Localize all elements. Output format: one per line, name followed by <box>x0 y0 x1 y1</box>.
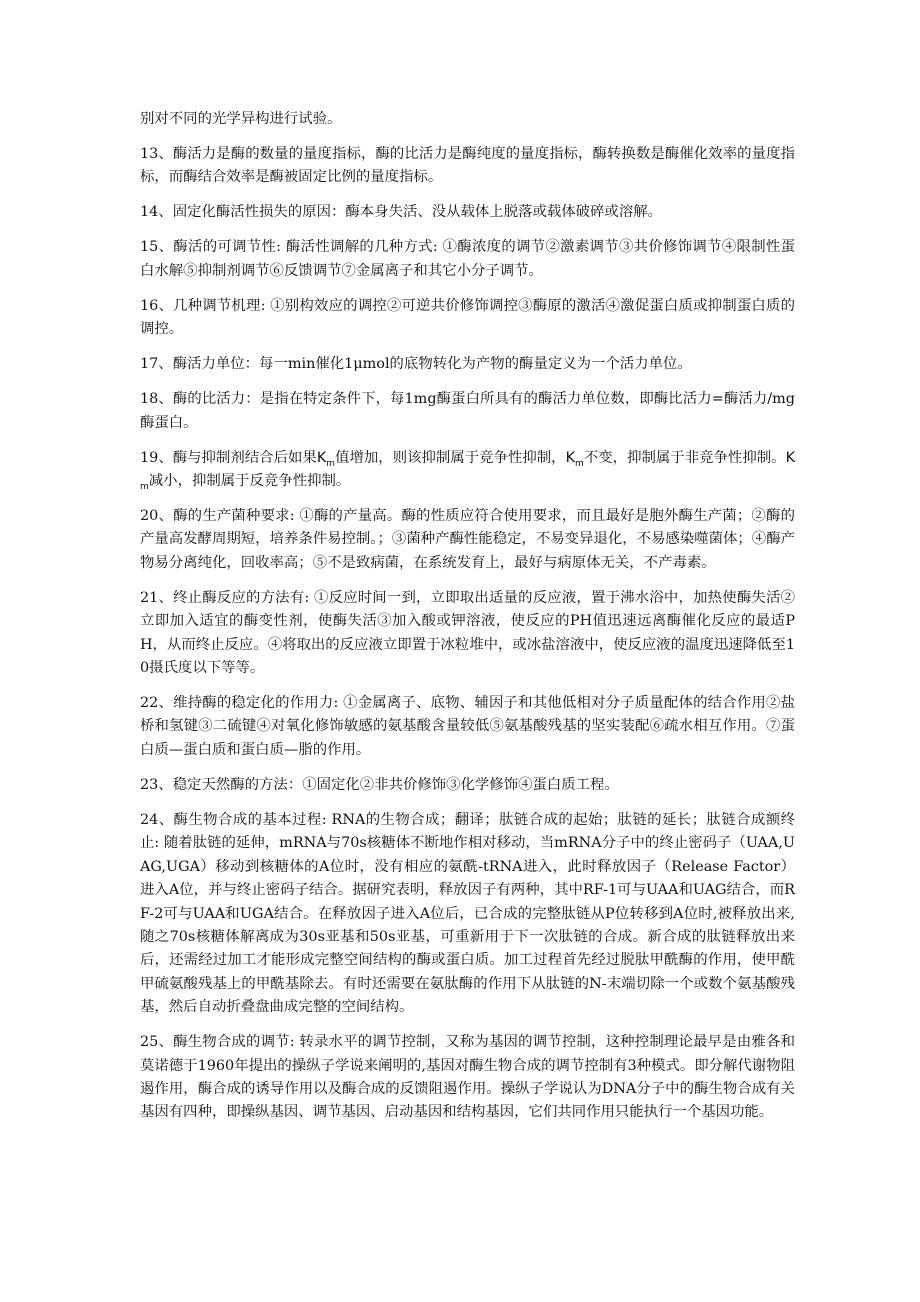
paragraph-19 <box>140 447 795 494</box>
paragraph-25: 25、酶生物合成的调节: 转录水平的调节控制，又称为基因的调节控制，这种控制理论最早是由雅各和莫诺德于1960年提出的操纵子学说来阐明的,基因对酶生物合成的调节控制有3种模式。即分解代谢物阻遏作用，酶合成的诱导作用以及酶合成的反馈阻遏作用。操纵子学说认为DNA分子中的酶生物合成有关基因有四种，即操纵基因、调节基因、启动基因和结构基因，它们共同作用只能执行一个基因功能。 <box>140 1034 795 1121</box>
paragraph-23: 23、稳定天然酶的方法：①固定化②非共价修饰③化学修饰④蛋白质工程。 <box>140 776 619 793</box>
paragraph-21: 21、终止酶反应的方法有: ①反应时间一到，立即取出适量的反应液，置于沸水浴中，加热使酶失活②立即加入适宜的酶变性剂，使酶失活③加入酸或钾溶液，使反应的PH值迅速远离酶催化反应的最适PH，从而终止反应。④将取出的反应液立即置于冰粒堆中，或冰盐溶液中，使反应液的温度迅速降低至10摄氏度以下等等。 <box>140 589 795 677</box>
km-symbol: K <box>316 449 327 466</box>
paragraph-18: 18、酶的比活力：是指在特定条件下，每1mg酶蛋白所具有的酶活力单位数，即酶比活力=酶活力/mg酶蛋白。 <box>140 391 795 431</box>
km-subscript: m <box>140 482 149 493</box>
paragraph-16: 16、几种调节机理: ①别构效应的调控②可逆共价修饰调控③酶原的激活④激促蛋白质或抑制蛋白质的调控。 <box>140 297 795 338</box>
km-symbol: K <box>785 449 795 466</box>
paragraph-22: 22、维持酶的稳定化的作用力: ①金属离子、底物、辅因子和其他低相对分子质量配体的结合作用②盐桥和氢键③二硫键④对氧化修饰敏感的氨基酸含量较低⑤氨基酸残基的坚实装配⑥疏水相互作用。⑦蛋白质—蛋白质和蛋白质—脂的作用。 <box>140 695 795 758</box>
paragraph-17: 17、酶活力单位：每一min催化1μmol的底物转化为产物的酶量定义为一个活力单位。 <box>140 356 692 373</box>
document-page <box>140 108 795 1125</box>
paragraph-20: 20、酶的生产菌种要求: ①酶的产量高。酶的性质应符合使用要求，而且最好是胞外酶生产菌；②酶的产量高发酵周期短，培养条件易控制。；③菌种产酶性能稳定，不易变异退化，不易感染噬菌体；④酶产物易分离纯化，回收率高；⑤不是致病菌，在系统发育上，最好与病原体无关，不产毒素。 <box>140 508 795 571</box>
paragraph-19-text-d: 减小，抑制属于反竞争性抑制。 <box>148 473 351 490</box>
paragraph-19-text-c: 不变，抑制属于非竞争性抑制。 <box>583 449 786 466</box>
paragraph-13: 13、酶活力是酶的数量的量度指标，酶的比活力是酶纯度的量度指标，酶转换数是酶催化效率的量度指标，而酶结合效率是酶被固定比例的量度指标。 <box>140 146 795 186</box>
paragraph-24: 24、酶生物合成的基本过程: RNA的生物合成；翻译；肽链合成的起始；肽链的延长；肽链合成额终止: 随着肽链的延伸，mRNA与70s核糖体不断地作相对移动，当mRNA分子中的终止密码子（UAA,UAG,UGA）移动到核糖体的A位时，没有相应的氨酰-tRNA进入，此时释放因子（Release Factor）进入A位，并与终止密码子结合。据研究表明，释放因子有两种，其中RF-1可与UAA和UAG结合，而RF-2可与UAA和UGA结合。在释放因子进入A位后，已合成的完整肽链从P位转移到A位时,被释放出来,随之70s核糖体解离成为30s亚基和50s亚基，可重新用于下一次肽链的合成。新合成的肽链释放出来后，还需经过加工才能形成完整空间结构的酶或蛋白质。加工过程首先经过脱肽甲酰酶的作用，使甲酰甲硫氨酸残基上的甲酰基除去。有时还需要在氨肽酶的作用下从肽链的N-末端切除一个或数个氨基酸残基，然后自动折叠盘曲成完整的空间结构。 <box>140 811 795 1016</box>
paragraph-19-text-b: 值增加，则该抑制属于竞争性抑制， <box>335 449 566 466</box>
km-symbol: K <box>565 449 576 466</box>
paragraph-intro: 别对不同的光学异构进行试验。 <box>140 111 342 127</box>
paragraph-14: 14、固定化酶活性损失的原因：酶本身失活、没从载体上脱落或载体破碎或溶解。 <box>140 204 662 221</box>
paragraph-15: 15、酶活的可调节性: 酶活性调解的几种方式: ①酶浓度的调节②激素调节③共价修饰调节④限制性蛋白水解⑤抑制剂调节⑥反馈调节⑦金属离子和其它小分子调节。 <box>140 239 795 279</box>
paragraph-19-text-a: 19、酶与抑制剂结合后如果 <box>140 449 317 466</box>
km-subscript: m <box>575 458 584 469</box>
km-subscript: m <box>326 458 336 469</box>
